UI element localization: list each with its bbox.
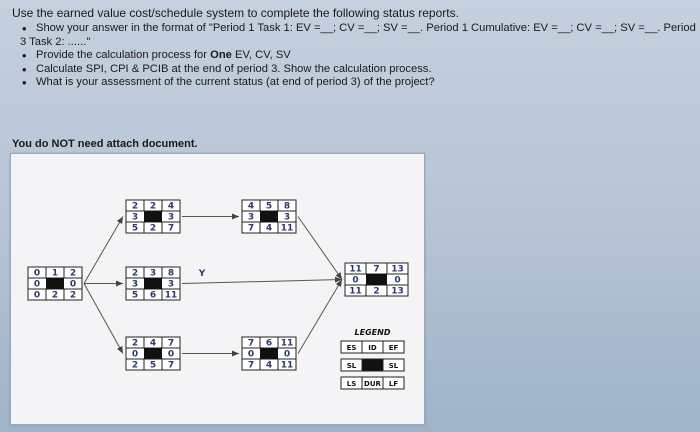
node-A-top-0: 2 xyxy=(131,201,139,212)
network-diagram-panel xyxy=(10,153,425,425)
attachment-note: You do NOT need attach document. xyxy=(12,138,198,150)
node-E-top-2: 11 xyxy=(280,338,294,349)
node-B-bottom-0: 5 xyxy=(131,290,139,301)
node-end-slack-left: 0 xyxy=(352,275,359,286)
page-title: Use the earned value cost/schedule system to complete the following status reports. xyxy=(12,6,459,20)
stray-mark: Y xyxy=(198,269,206,279)
arrow-B-end xyxy=(182,280,342,284)
node-E-top-1: 6 xyxy=(265,338,273,349)
node-C-slack-left: 0 xyxy=(131,349,139,360)
bullet-calculation: • Provide the calculation process for One EV, CV, SV xyxy=(36,49,700,63)
network-diagram xyxy=(11,154,424,424)
node-A-top-1: 2 xyxy=(149,201,157,212)
node-B-slack-left: 3 xyxy=(131,279,139,290)
node-end-top-2: 13 xyxy=(391,264,404,275)
bullet-assessment: • What is your assessment of the current status (at end of period 3) of the project? xyxy=(36,76,700,90)
node-C-bottom-2: 7 xyxy=(167,360,175,371)
node-C-bottom-1: 5 xyxy=(149,360,157,371)
node-end-top-0: 11 xyxy=(349,264,362,275)
legend-mid-left: SL xyxy=(346,362,357,370)
node-E-bottom-2: 11 xyxy=(280,360,294,371)
node-B-bottom-1: 6 xyxy=(149,290,157,301)
legend-mid-right: SL xyxy=(388,362,399,370)
legend-title: LEGEND xyxy=(354,328,391,337)
node-B-slack-right: 3 xyxy=(167,279,175,290)
node-A-slack-right: 3 xyxy=(167,212,175,223)
node-C-bottom-0: 2 xyxy=(131,360,139,371)
node-end-slack-right: 0 xyxy=(394,275,401,286)
node-end-top-1: 7 xyxy=(373,264,380,275)
node-B-top-1: 3 xyxy=(149,268,157,279)
node-start-slack-right: 0 xyxy=(69,279,77,290)
node-A-top-2: 4 xyxy=(167,201,175,212)
arrow-start-C xyxy=(84,284,123,354)
bold-one: One xyxy=(210,49,232,61)
node-D-slack-left: 3 xyxy=(247,212,255,223)
arrow-E-end xyxy=(298,280,342,354)
node-E-center xyxy=(260,348,278,359)
node-start-top-1: 1 xyxy=(51,268,59,279)
node-end-bottom-2: 13 xyxy=(391,286,404,297)
legend-top-1: ID xyxy=(368,344,377,352)
node-start-bottom-0: 0 xyxy=(33,290,41,301)
bullet-format-continued: 3 Task 2: ......" xyxy=(20,35,91,48)
node-C-center xyxy=(144,348,162,359)
node-A-bottom-2: 7 xyxy=(167,223,175,234)
node-C-top-1: 4 xyxy=(149,338,157,349)
node-B-top-0: 2 xyxy=(131,268,139,279)
node-start-top-2: 2 xyxy=(69,268,77,279)
node-D-bottom-2: 11 xyxy=(280,223,294,234)
node-D-slack-right: 3 xyxy=(283,212,291,223)
node-B-bottom-2: 11 xyxy=(164,290,178,301)
node-C-top-2: 7 xyxy=(167,338,175,349)
node-start-bottom-1: 2 xyxy=(51,290,59,301)
legend-center xyxy=(362,359,383,371)
node-E-bottom-0: 7 xyxy=(247,360,255,371)
node-E-slack-right: 0 xyxy=(283,349,291,360)
bullet-indices: • Calculate SPI, CPI & PCIB at the end of period 3. Show the calculation process. xyxy=(36,63,700,77)
instruction-list xyxy=(10,22,700,90)
node-A-bottom-1: 2 xyxy=(149,223,157,234)
legend-bottom-0: LS xyxy=(346,380,357,388)
node-start-top-0: 0 xyxy=(33,268,41,279)
node-end-bottom-0: 11 xyxy=(349,286,362,297)
node-D-bottom-0: 7 xyxy=(247,223,255,234)
node-D-top-1: 5 xyxy=(265,201,273,212)
node-E-slack-left: 0 xyxy=(247,349,255,360)
node-D-bottom-1: 4 xyxy=(265,223,273,234)
node-start-slack-left: 0 xyxy=(33,279,41,290)
node-E-bottom-1: 4 xyxy=(265,360,273,371)
node-D-top-0: 4 xyxy=(247,201,255,212)
bullet-format: • Show your answer in the format of "Period 1 Task 1: EV =__; CV =__; SV =__. Period 1 Cumulative: EV =__; CV =__; SV =__. Period xyxy=(36,22,700,36)
node-start-bottom-2: 2 xyxy=(69,290,77,301)
node-A-center xyxy=(144,211,162,222)
node-C-top-0: 2 xyxy=(131,338,139,349)
node-D-center xyxy=(260,211,278,222)
legend-top-0: ES xyxy=(346,344,357,352)
node-A-slack-left: 3 xyxy=(131,212,139,223)
node-B-top-2: 8 xyxy=(167,268,175,279)
node-B-center xyxy=(144,278,162,289)
node-A-bottom-0: 5 xyxy=(131,223,139,234)
legend-top-2: EF xyxy=(388,344,399,352)
node-end-center xyxy=(366,274,387,285)
node-end-bottom-1: 2 xyxy=(373,286,380,297)
node-start-center xyxy=(46,278,64,289)
node-D-top-2: 8 xyxy=(283,201,291,212)
legend-bottom-2: LF xyxy=(388,380,399,388)
node-E-top-0: 7 xyxy=(247,338,255,349)
arrow-start-A xyxy=(84,217,123,284)
arrow-D-end xyxy=(298,217,342,280)
legend-bottom-1: DUR xyxy=(364,380,381,388)
node-C-slack-right: 0 xyxy=(167,349,175,360)
